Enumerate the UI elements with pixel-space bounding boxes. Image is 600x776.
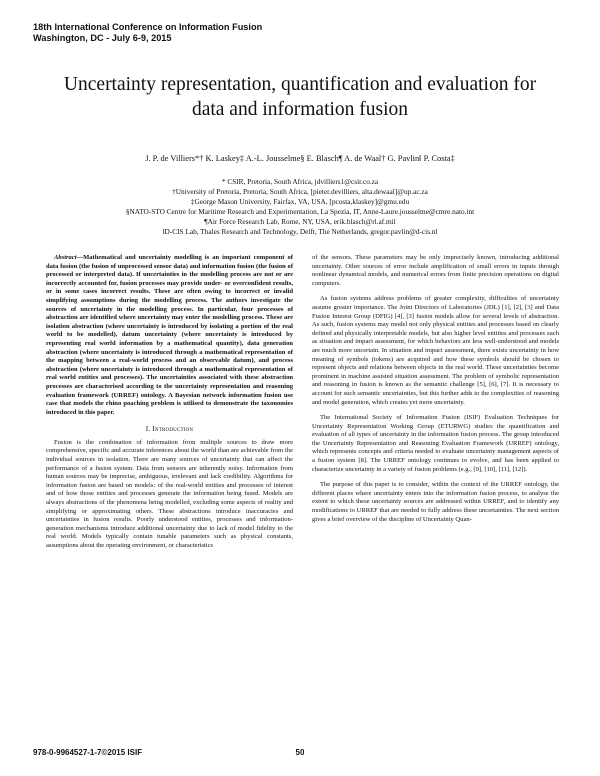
author-list: J. P. de Villiers*† K. Laskey‡ A.-L. Jousselme§ E. Blasch¶ A. de Waal† G. Pavlin‖ P. Costa‡ (145, 154, 455, 163)
intro-paragraph-3: The International Society of Information Fusion (ISIF) Evaluation Techniques for Uncertainty Representation Working Group (ETURWG) studies the quantification and evaluation of all types of uncertainty in the information fusion process. The group introduced the Uncertainty Representation and Reasoning Evaluation Framework (URREF) ontology, which represents concepts and criteria needed to evaluate uncertainty management aspects of a fusion system [8]. The URREF ontology continues to evolve, and has been applied to characterize uncertainty in a variety of fusion problems (e.g., [9], [10], [11], [12]). (312, 414, 559, 473)
affiliation-gmu: ‡George Mason University, Fairfax, VA, USA, [pcosta,klaskey]@gmu.edu (190, 197, 410, 207)
affiliation-csir: * CSIR, Pretoria, South Africa, jdvilliers1@csir.co.za (221, 177, 379, 186)
affiliation-pretoria: †University of Pretoria, Pretoria, South Africa, [pieter.devilliers, alta.dewaal]@up.ac.za (172, 187, 428, 197)
paper-title: Uncertainty representation, quantification and evaluation for data and information fusion (63, 74, 537, 120)
right-column (312, 254, 559, 524)
section-title: Introduction (152, 425, 194, 434)
conference-name: 18th International Conference on Information Fusion (33, 22, 263, 32)
affiliation-list (40, 177, 560, 238)
intro-paragraph-4: The purpose of this paper is to consider, within the context of the URREF ontology, the different places where uncertainty enters into the information fusion process, to analyse the extent to which these uncertainty sources are addressed within URREF, and to identify any modifications to URREF that are needed to fully address these uncertainties. The next section gives a brief overview of the discipline of Uncertainty Quan- (312, 481, 559, 523)
affiliation-dcis: ‖D-CIS Lab, Thales Research and Technology, Delft, The Netherlands, gregor.pavlin@d-cis.nl (162, 227, 438, 237)
section-heading-introduction (46, 425, 293, 434)
left-column (46, 254, 293, 551)
conference-location-date: Washington, DC - July 6-9, 2015 (33, 33, 172, 43)
intro-paragraph-1: Fusion is the combination of information from multiple sources to draw more comprehensive, specific and accurate inferences about the world than are achievable from the individual sources in isolation. There are many sources of uncertainty that can affect the performance of a fusion system. Data from sensors are inherently noisy. Information from human sources may be imprecise, ambiguous, irrelevant and lack credibility. Algorithms for information fusion are based on models: of the real-world entities and processes of interest and of how those entities and processes generate the information being fused. Models are always abstractions of the phenomena being modelled, excluding some aspects of reality and simplifying or approximating others. These abstractions introduce inaccuracies and uncertainties in fusion results. Poorly understood entities, processes and information-generation mechanisms introduce additional uncertainty due to lack of model fidelity to the real world. Models typically contain tunable parameters such as physical constants, assumptions about the operating environment, or characteristics (46, 438, 293, 549)
abstract-text: —Mathematical and uncertainty modelling is an important component of data fusion (the fusion of unprocessed sensor data) and information fusion (the fusion of processed or interpreted data). If uncertainties in the modelling process are not or are incorrectly accounted for, fusion processes may provide under- or overconfident results, or in some cases incorrect results. These are often owing to incorrect or invalid simplifying assumptions during the modelling process. The authors investigate the sources of uncertainty in the modelling process. In particular, four processes of abstraction are identified where uncertainty may enter the modelling process. These are isolation abstraction (where uncertainty is introduced by isolating a portion of the real world to be modelled), datum uncertainty (where uncertainty is introduced by representing real world information by a mathematical quantity), data generation abstraction (where uncertainty is introduced through a mathematical representation of the mapping between a real-world process and an observable datum), and process abstraction (where uncertainty is introduced through a mathematical representation of real world entities and processes). The uncertainties associated with these abstraction processes are characterised according to the uncertainty representation and reasoning evaluation framework (URREF) ontology. A Bayesian network information fusion use case that models the rhino poaching problem is utilised to demonstrate the taxonomies introduced in this paper. (46, 254, 293, 416)
intro-paragraph-2: As fusion systems address problems of greater complexity, difficulties of uncertainty assume greater importance. The Joint Directors of Laboratories (JDL) [1], [2], [3] and Data Fusion Interest Group (DFIG) [4], [3] fusion models allow for several levels of abstraction. As such, fusion systems may model not only physical entities and processes based on clearly defined and physically interpretable models, but also higher level entities and processes such as situation and impact assessment, for which behaviors are less well-understood and models are much more uncertain. In situation and impact assessment, there exists uncertainty in how meaning of symbols (tokens) are acquired and how these symbols should be chosen to represent objects and relations between objects in the real world. These uncertainties become prominent in machine assisted situation assessment. The problem of symbolic representation and reasoning in fusion is known as the semantic challenge [5], [6], [7]. It is necessary to account for such semantic uncertainties, but this further adds to the complexities of reasoning and model generation, which creates yet more uncertainty. (312, 295, 559, 406)
page-number: 50 (295, 748, 305, 757)
affiliation-cmre: §NATO-STO Centre for Maritime Research and Experimentation, La Spezia, IT, Anne-Laure.jousselme@cmre.nato.int (125, 207, 475, 217)
abstract-label: Abstract (54, 254, 77, 261)
affiliation-afrl: ¶Air Force Research Lab, Rome, NY, USA, erik.blasch@rl.af.mil (204, 217, 396, 227)
footer-isbn: 978-0-9964527-1-7©2015 ISIF (33, 748, 143, 757)
conference-header (33, 22, 262, 44)
section-number: I. (145, 425, 151, 434)
intro-paragraph-1-continued: of the sensors. These parameters may be only imprecisely known, introducing additional uncertainty. Other sources of error include amplification of small errors in inputs through nonlinear dynamical models, and numerical errors from finite precision operations on digital computers. (312, 254, 559, 287)
abstract (46, 254, 293, 417)
